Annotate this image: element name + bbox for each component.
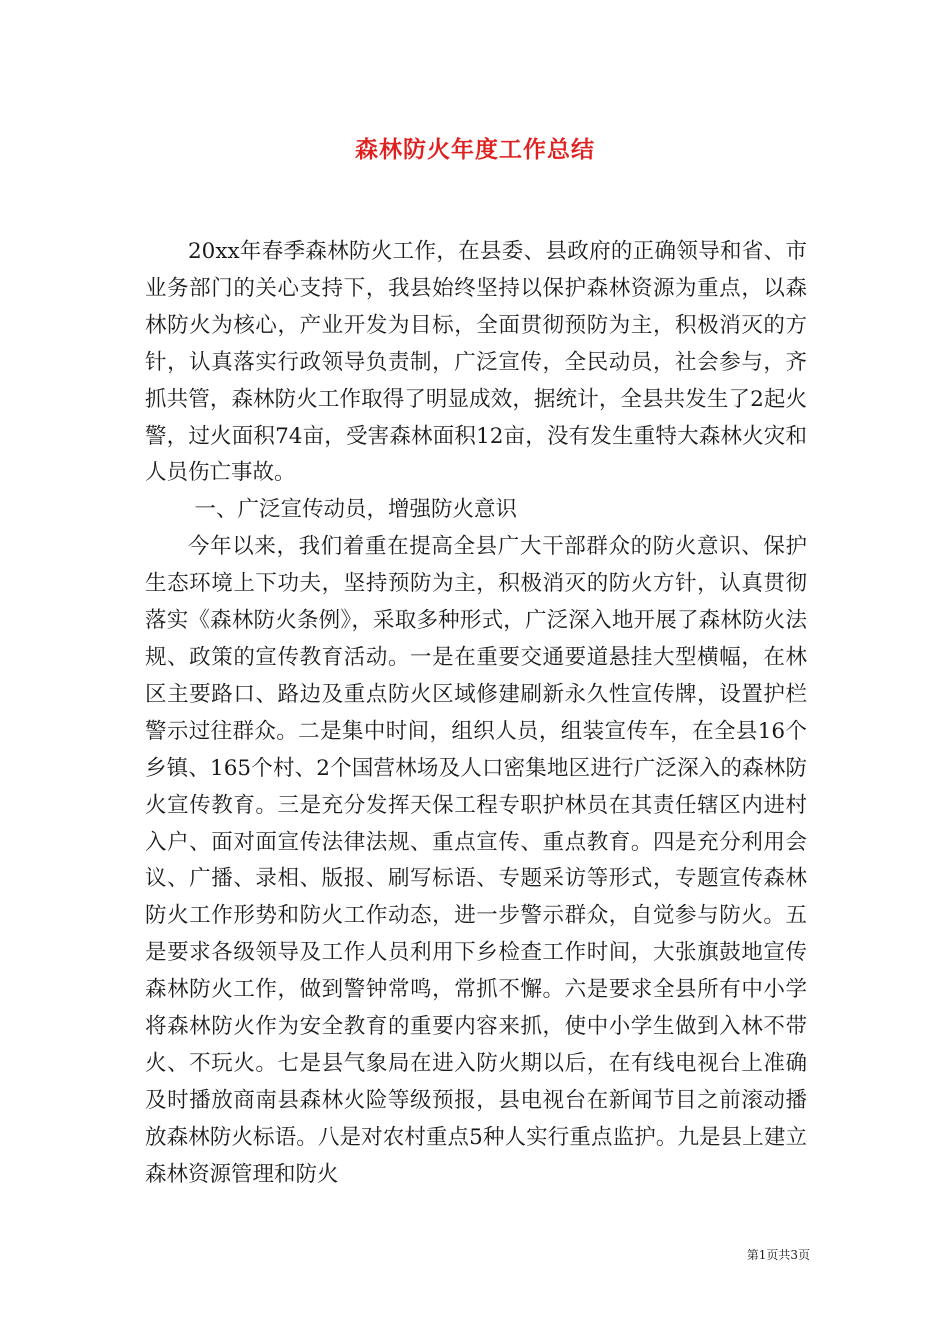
section-paragraph: 今年以来，我们着重在提高全县广大干部群众的防火意识、保护生态环境上下功夫，坚持预防为主，积极消灭的防火方针，认真贯彻落实《森林防火条例》，采取多种形式，广泛深入地开展了森林防火法规、政策的宣传教育活动。一是在重要交通要道悬挂大型横幅，在林区主要路口、路边及重点防火区域修建刷新永久性宣传牌，设置护栏警示过往群众。二是集中时间，组织人员，组装宣传车，在全县16个乡镇、165个村、2个国营林场及人口密集地区进行广泛深入的森林防火宣传教育。三是充分发挥天保工程专职护林员在其责任辖区内进村入户、面对面宣传法律法规、重点宣传、重点教育。四是充分利用会议、广播、录相、版报、刷写标语、专题采访等形式，专题宣传森林防火工作形势和防火工作动态，进一步警示群众，自觉参与防火。五是要求各级领导及工作人员利用下乡检查工作时间，大张旗鼓地宣传森林防火工作，做到警钟常鸣，常抓不懈。六是要求全县所有中小学将森林防火作为安全教育的重要内容来抓，使中小学生做到入林不带火、不玩火。七是县气象局在进入防火期以后，在有线电视台上准确及时播放商南县森林火险等级预报，县电视台在新闻节目之前滚动播放森林防火标语。八是对农村重点5种人实行重点监护。九是县上建立森林资源管理和防火 — [145, 534, 807, 1187]
section-heading: 一、广泛宣传动员，增强防火意识 — [194, 497, 517, 523]
page-indicator: 第1页共3页 — [746, 1248, 810, 1262]
document-body — [145, 234, 807, 1194]
intro-paragraph: 20xx年春季森林防火工作，在县委、县政府的正确领导和省、市业务部门的关心支持下，我县始终坚持以保护森林资源为重点，以森林防火为核心，产业开发为目标，全面贯彻预防为主，积极消灭的方针，认真落实行政领导负责制，广泛宣传，全民动员，社会参与，齐抓共管，森林防火工作取得了明显成效，据统计，全县共发生了2起火警，过火面积74亩，受害森林面积12亩，没有发生重特大森林火灾和人员伤亡事故。 — [145, 239, 807, 486]
document-title: 森林防火年度工作总结 — [355, 137, 595, 163]
